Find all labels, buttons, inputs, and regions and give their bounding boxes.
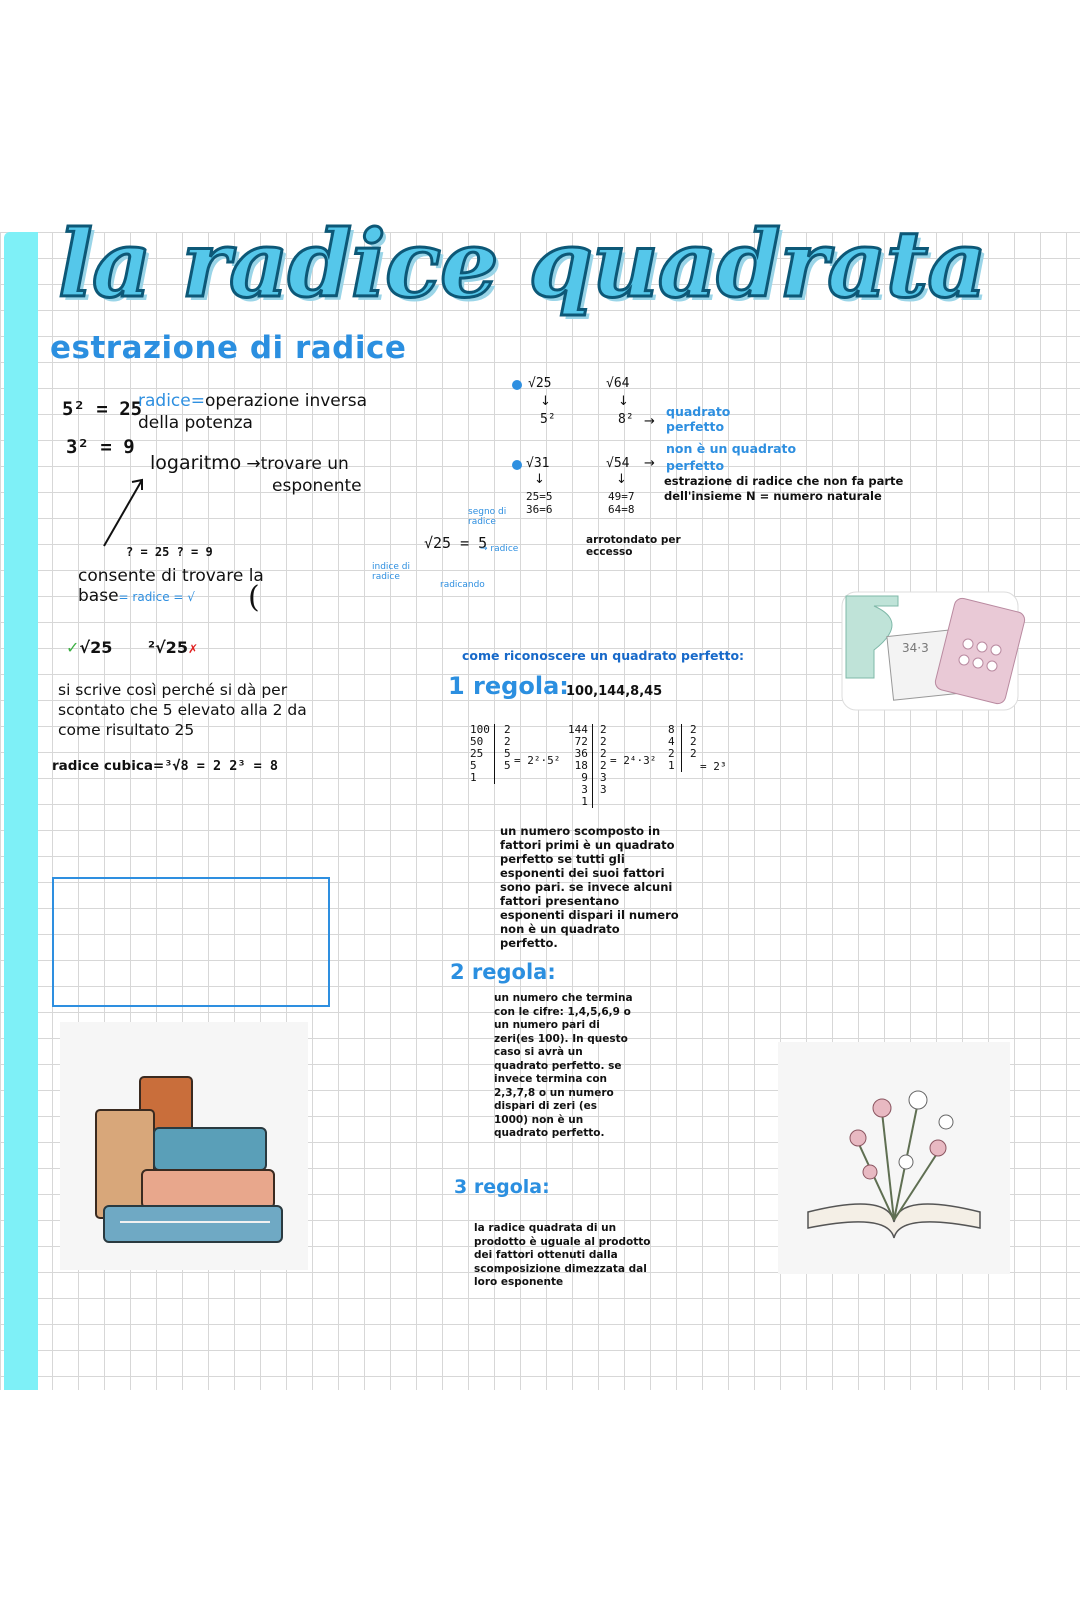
base-note [78, 566, 298, 607]
log-text: →trovare un [246, 454, 349, 474]
logaritmo-note [150, 452, 349, 475]
factor-8-right: 2 2 2 [690, 723, 697, 760]
result-25: 5² [540, 412, 556, 427]
sqrt-31: √31 [526, 456, 550, 471]
arrow-up-icon [96, 472, 156, 552]
base-radice: = radice = √ [118, 590, 195, 604]
arrow-right-icon: → [644, 456, 655, 471]
factor-8-result: = 2³ [700, 760, 727, 773]
cubic-label: radice cubica= [52, 758, 165, 774]
base-label: base [78, 586, 119, 606]
bullet-dot [512, 460, 522, 470]
factor-144-left: 144 72 36 18 9 3 1 [568, 724, 593, 808]
rules-header: come riconoscere un quadrato perfetto: [462, 648, 745, 663]
checkmark-icon: ✓ [66, 638, 80, 657]
rule-2-text: un numero che termina con le cifre: 1,4,5,6,9 o un numero pari di zeri(es 100). In questo caso si avrà un quadrato perfetto. se invece termina con 2,3,7,8 o un numero dispari di zeri (es 1000) non è un quadrato perfetto. [494, 992, 633, 1139]
equation-3-squared: 3² = 9 [66, 436, 135, 458]
arrow-down-icon: ↓ [616, 472, 627, 487]
cross-icon: ✗ [187, 642, 199, 656]
rule-3-title: 3 regola: [454, 1176, 550, 1198]
books-sticker-icon [60, 1022, 308, 1270]
radicando-label: radicando [440, 580, 485, 590]
notebook-page [0, 210, 1080, 1390]
paren-mark: ( [248, 580, 260, 615]
factor-100-left: 100 50 25 5 1 [470, 724, 495, 784]
factor-144-result: = 2⁴·3² [610, 754, 657, 767]
log-label: logaritmo [150, 452, 242, 474]
flower-book-sticker-icon [778, 1042, 1010, 1274]
base-text: consente di trovare la [78, 566, 264, 586]
factor-100-result: = 2²·5² [514, 754, 561, 767]
factor-100-right: 2 2 5 5 [504, 723, 511, 772]
factor-144-right: 2 2 2 2 3 3 [600, 723, 607, 796]
indice-label: indice di radice [372, 562, 410, 582]
page-subtitle: estrazione di radice [50, 330, 407, 366]
rule-1-numbers: 100,144,8,45 [566, 684, 663, 699]
example-box [52, 877, 330, 1007]
approx-31-a: 25=5 [526, 490, 553, 503]
natural-note: estrazione di radice che non fa parte dell'insieme N = numero naturale [664, 474, 904, 503]
arrow-down-icon: ↓ [534, 472, 545, 487]
approx-54-b: 64=8 [608, 503, 635, 516]
approx-54-a: 49=7 [608, 490, 635, 503]
arrow-down-icon: ↓ [618, 394, 629, 409]
non-perfetto-label: non è un quadrato perfetto [666, 441, 797, 473]
definition-radice [138, 390, 398, 434]
bullet-dot [512, 380, 522, 390]
approx-31 [526, 490, 553, 516]
rule-1-text: un numero scomposto in fattori primi è un quadrato perfetto se tutti gli esponenti dei suoi fattori sono pari. se invece alcuni fattori presentano esponenti dispari il numero non è un quadrato perfetto. [500, 824, 679, 950]
margin-bar [4, 232, 38, 1390]
sqrt-64: √64 [606, 376, 630, 391]
eccesso-note: arrotondato per eccesso [586, 534, 681, 558]
def-text-2: della potenza [138, 413, 253, 433]
cubic-eq: ³√8 = 2 2³ = 8 [164, 758, 279, 774]
approx-31-b: 36=6 [526, 503, 553, 516]
sqrt-54: √54 [606, 456, 630, 471]
page-title: la radice quadrata [58, 210, 986, 318]
cubic-root [52, 758, 278, 774]
log-text-2: esponente [272, 476, 362, 496]
factor-8-left: 8 4 2 1 [668, 724, 682, 772]
box-correct-expr: √25 [79, 638, 113, 657]
radice-label: → radice [480, 544, 519, 554]
question-equations: ? = 25 ? = 9 [126, 545, 213, 559]
box-wrong [148, 638, 198, 657]
segno-label: segno di radice [468, 507, 507, 527]
result-64: 8² [618, 412, 634, 427]
arrow-right-icon: → [644, 414, 655, 429]
rule-3-text: la radice quadrata di un prodotto è uguale al prodotto dei fattori ottenuti dalla scomposizione dimezzata dal loro esponente [474, 1222, 651, 1288]
box-text: si scrive così perché si dà per scontato che 5 elevato alla 2 da come risultato 25 [58, 681, 307, 739]
rule-1-title: 1 regola: [448, 672, 569, 700]
approx-54 [608, 490, 635, 516]
def-text: operazione inversa [204, 391, 368, 411]
def-label: radice= [138, 391, 205, 411]
ruler-calculator-sticker-icon [840, 582, 1028, 722]
box-correct [66, 638, 112, 657]
perfetto-label: quadrato perfetto [666, 404, 731, 434]
radical-expression: √25 = 5 [424, 534, 488, 552]
arrow-down-icon: ↓ [540, 394, 551, 409]
rule-2-title: 2 regola: [450, 960, 556, 984]
svg-text:34·3: 34·3 [902, 641, 929, 655]
box-wrong-expr: ²√25 [148, 638, 188, 657]
equation-5-squared: 5² = 25 [62, 398, 143, 420]
sqrt-25: √25 [528, 376, 552, 391]
